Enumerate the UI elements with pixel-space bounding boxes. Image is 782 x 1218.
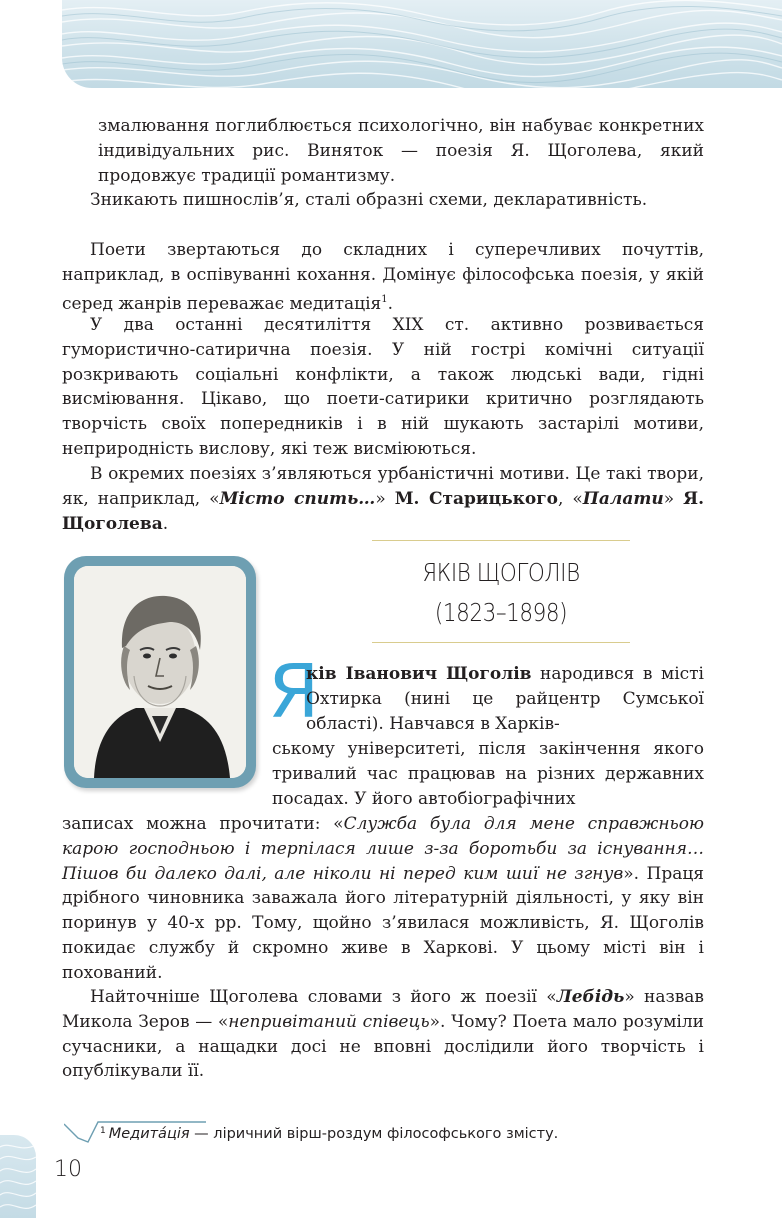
paragraph-text: Найточніше Щоголева словами з його ж поезії « — [90, 987, 557, 1007]
paragraph-3 — [62, 238, 704, 316]
footnote-definition: — ліричний вірш-роздум філософського змісту. — [189, 1126, 559, 1142]
footnote-term: Медита́ція — [108, 1126, 190, 1142]
paragraph-text: Зникають пишнослів’я, сталі образні схеми, декларативність. — [90, 190, 648, 210]
person-name: ків Іванович Щоголів — [306, 664, 532, 684]
quote-text: непривітаний співець — [228, 1011, 430, 1032]
last-paragraph — [62, 985, 704, 1084]
bio-text: ». Праця дрібного чиновника заважала його літературній діяльності, у яку він поринув у 40-х рр. Тому, щойно з’явилася можливість, Я. Щоголів покидає службу й скромно живе в Харкові. У цьому місті він і похований. — [62, 863, 705, 983]
bio-text: ському університеті, після закінчення якого тривалий час працював на різних державних посадах. У його автобіографічних — [272, 739, 704, 809]
paragraph-4 — [62, 313, 704, 462]
work-title: Лебідь — [556, 987, 625, 1007]
portrait-engraving-icon — [74, 566, 246, 778]
paragraph-text: Поети звертаються до складних і суперечливих почуттів, наприклад, в оспівуванні кохання. Домінує філософська поезія, у якій серед жанрів переважає медитація — [62, 240, 704, 314]
paragraph-2 — [62, 188, 704, 213]
footnote — [100, 1126, 558, 1142]
paragraph-text: . — [162, 513, 169, 534]
bio-middle — [272, 737, 704, 811]
paragraph-text: У два останні десятиліття XIX ст. активно розвивається гумористично-сатирична поезія. У ній гострі комічні ситуації розкривають соціальні конфлікти, а також людські вади, гідні висміювання. Цікаво, що поети-сатирики критично розглядають творчість своїх попередників і в ній шукають застарілі мотиви, неприродність вислову, які теж висміюються. — [62, 315, 704, 459]
page-number: 10 — [54, 1157, 82, 1182]
paragraph-text: , « — [558, 488, 583, 509]
wave-pattern-icon — [0, 1135, 36, 1218]
bio-intro — [306, 662, 704, 736]
work-title: Палати — [582, 488, 664, 509]
paragraph-continuation — [62, 114, 704, 188]
paragraph-5 — [62, 462, 704, 536]
paragraph-text: змалювання поглиблюється психологічно, він набуває конкретних індивідуальних рис. Виняток — поезія Я. Щоголева, який продовжує традиції романтизму. — [98, 116, 704, 186]
paragraph-text: » — [375, 488, 395, 509]
decorative-side-wave — [0, 1135, 36, 1218]
heading-divider-bottom — [372, 642, 630, 643]
drop-cap: Я — [268, 649, 320, 735]
paragraph-text: » — [663, 488, 684, 509]
paragraph-text: . — [387, 293, 394, 314]
paragraph-text: ». Чому? Поета мало розуміли сучасники, а нащадки досі не вповні дослідили його творчість і опублікували її. — [62, 1011, 704, 1082]
work-title: Місто спить… — [219, 488, 376, 509]
author-name: Я. Щоголева — [62, 488, 704, 534]
paragraph-text: В окремих поезіях з’являються урбаністичні мотиви. Це такі твори, як, наприклад, « — [62, 464, 704, 509]
section-heading-name: ЯКІВ ЩОГОЛІВ — [422, 558, 580, 587]
paragraph-text: » назвав Микола Зеров — « — [62, 987, 705, 1032]
bio-text: народився в місті Охтирка (нині це райцентр Сумської області). Навчався в Харків- — [306, 664, 704, 734]
bio-text: записах можна прочитати: « — [62, 814, 344, 834]
footnote-marker: 1 — [381, 293, 388, 305]
wave-pattern-icon — [62, 0, 782, 88]
footnote-number: 1 — [100, 1126, 106, 1136]
portrait-image — [74, 566, 246, 778]
autobiography-quote: Служба була для мене справжньою карою господньою і терпілася лише з-за боротьби за існування… Пішов би далеко далі, але ніколи ні перед ким шиї не згнув — [62, 814, 704, 884]
section-heading-years: (1823–1898) — [434, 598, 568, 627]
author-name: М. Старицького — [394, 488, 558, 509]
portrait-frame — [64, 556, 256, 788]
heading-divider-top — [372, 540, 630, 541]
decorative-wave-banner — [62, 0, 782, 88]
bio-full — [62, 812, 704, 986]
